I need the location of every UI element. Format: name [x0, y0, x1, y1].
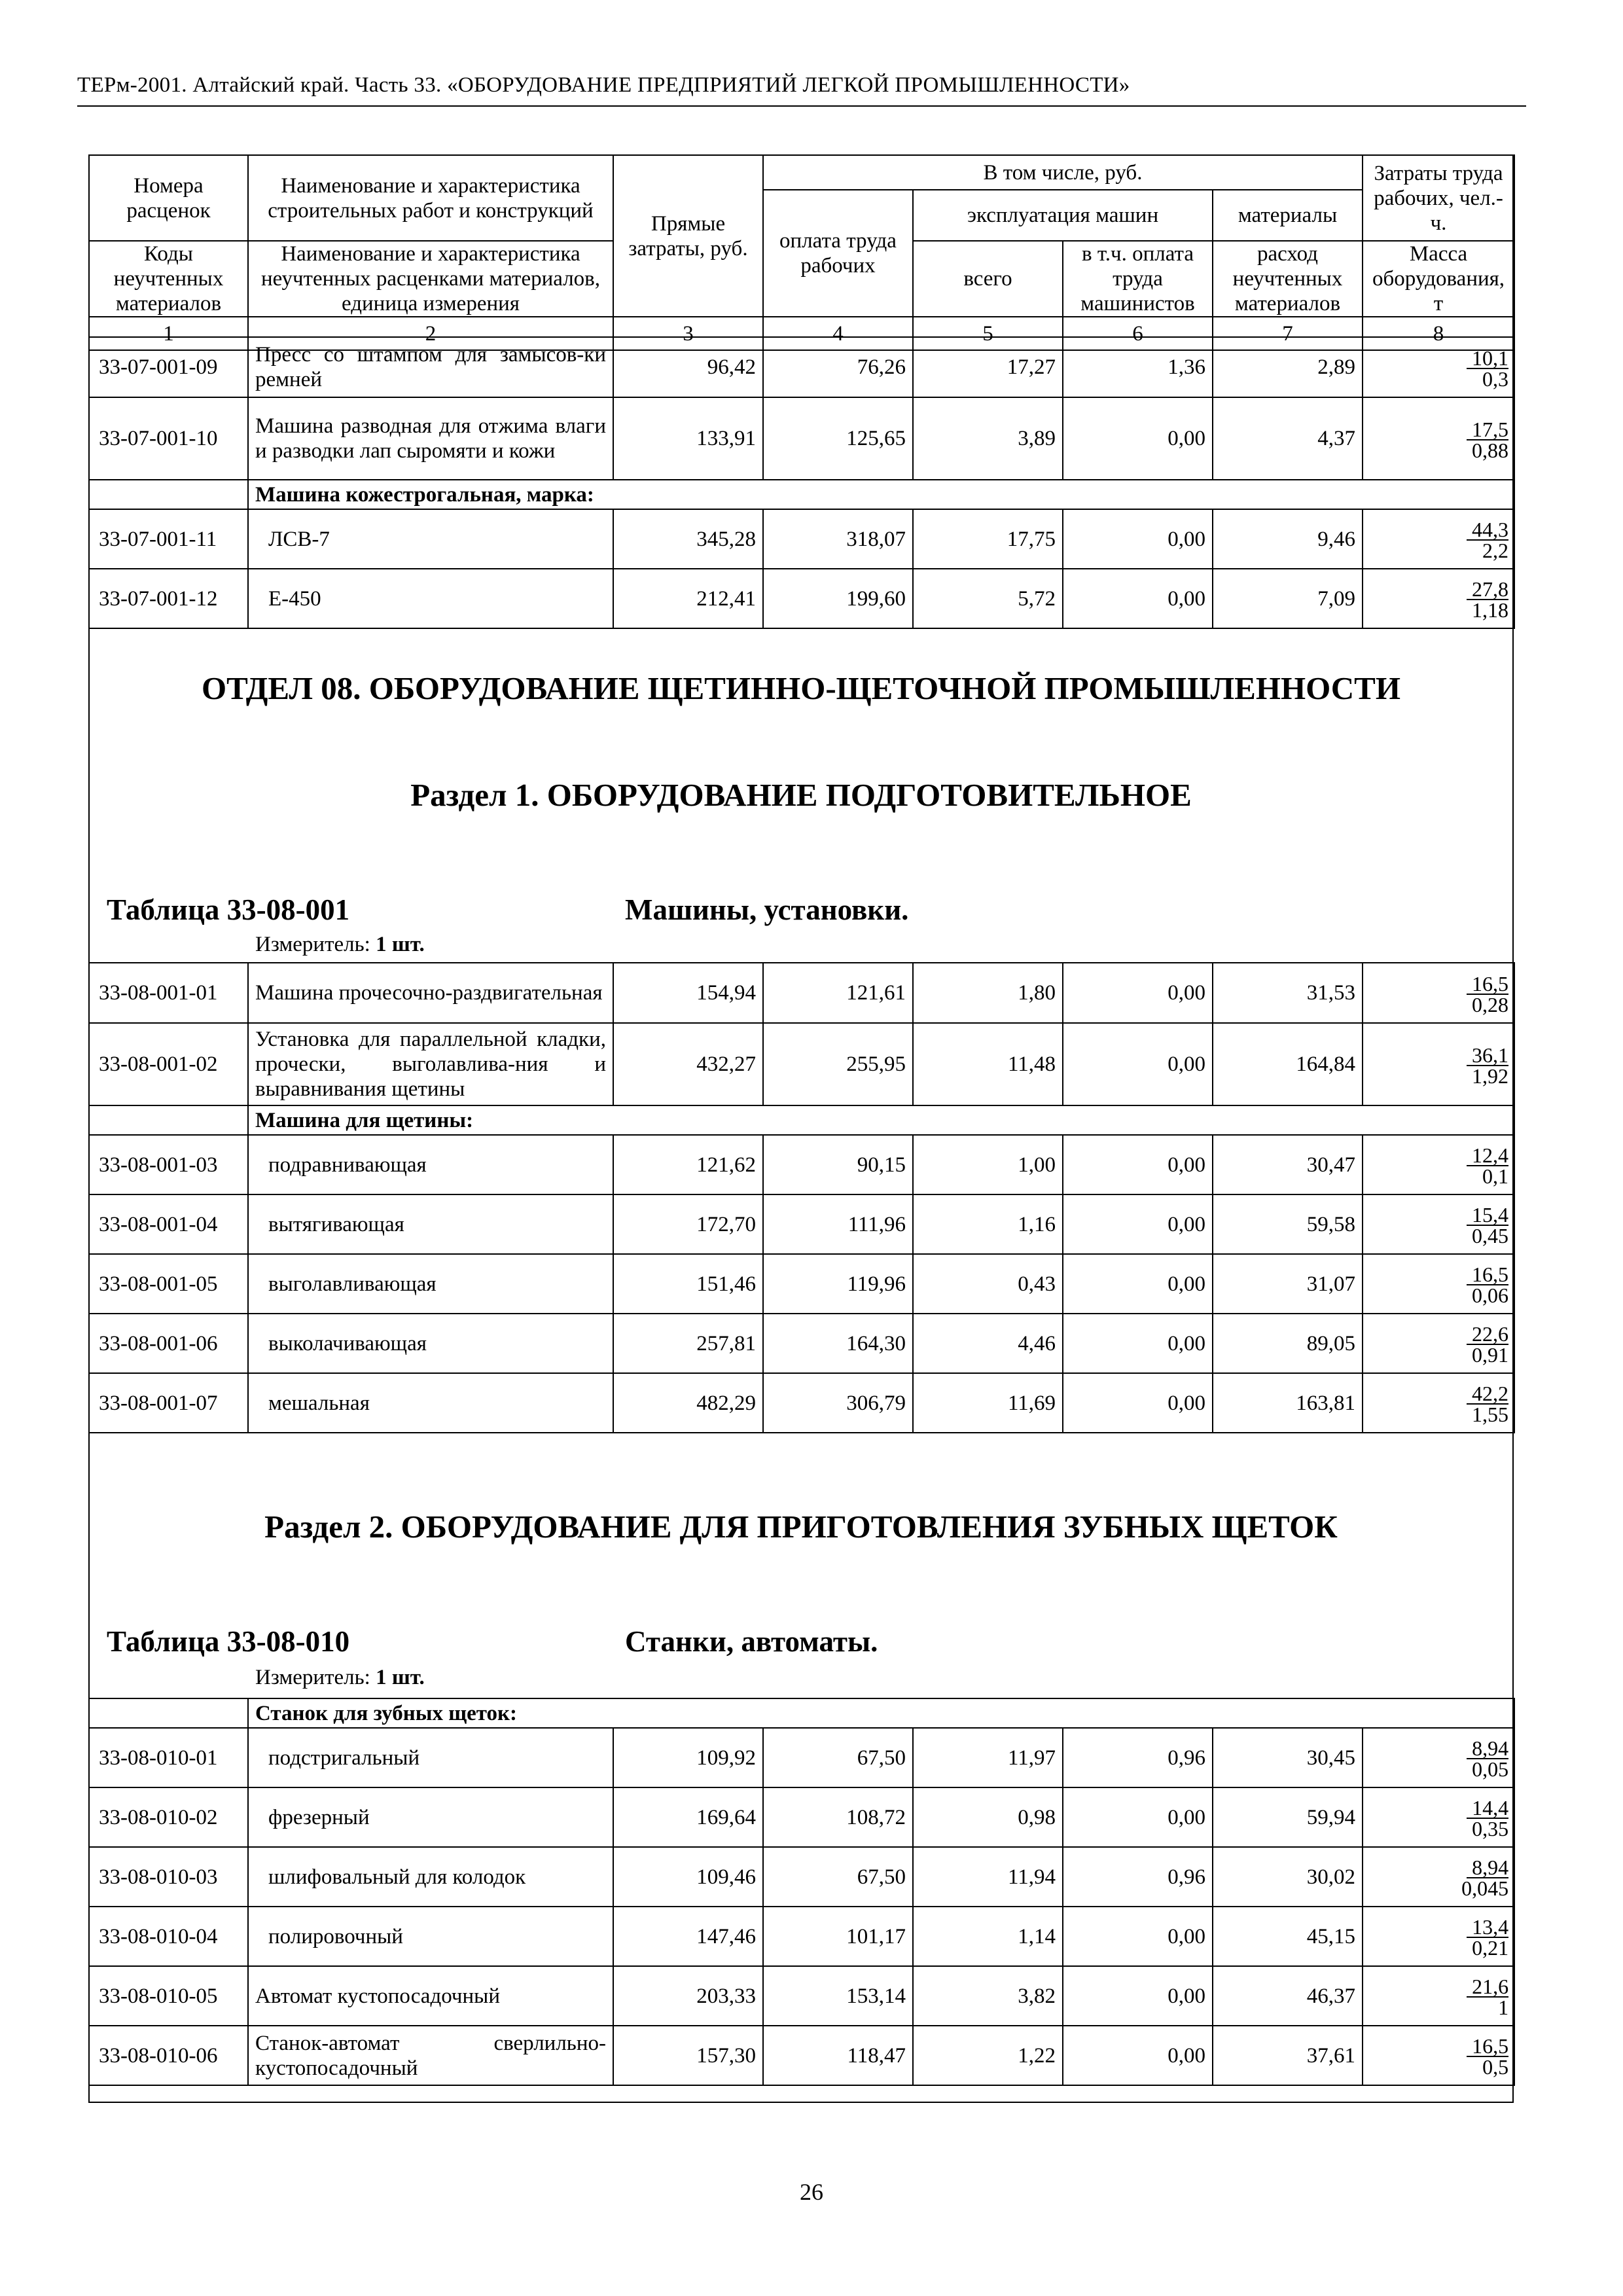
labor-mass-fraction [1467, 1798, 1508, 1839]
table-row [89, 1787, 1514, 1847]
table-row [89, 1254, 1514, 1314]
labor-mass-fraction [1467, 1145, 1508, 1186]
equipment-mass: 0,5 [1482, 2055, 1509, 2079]
labor-cost: 199,60 [763, 569, 913, 628]
machine-cost: 1,14 [913, 1907, 1063, 1966]
labor-hours: 17,5 [1467, 420, 1508, 440]
page-number: 26 [800, 2179, 823, 2205]
labor-mass-fraction [1467, 971, 1508, 1016]
item-name: мешальная [248, 1373, 613, 1433]
meter-value: 1 шт. [376, 1666, 425, 1689]
col-number: 4 [763, 317, 913, 350]
labor-cost: 164,30 [763, 1314, 913, 1373]
item-name: Установка для параллельной кладки, прочески, выголавлива-ния и выравнивания щетины [248, 1023, 613, 1105]
table1-caption: Машины, установки. [625, 893, 909, 926]
materials-cost: 59,94 [1213, 1787, 1363, 1847]
table-row [89, 1023, 1514, 1105]
table1-rows [88, 962, 1515, 1433]
labor-mass-cell [1363, 1966, 1514, 2026]
item-name: Станок-автомат сверлильно-кустопосадочный [248, 2026, 613, 2085]
header-rule [77, 105, 1526, 107]
col-number: 1 [89, 317, 248, 350]
labor-mass-cell [1363, 1728, 1514, 1787]
direct-cost: 432,27 [613, 1023, 763, 1105]
col1-bottom: Коды неучтенных материалов [89, 241, 248, 317]
meter-label: Измеритель: [255, 933, 370, 956]
item-name: Автомат кустопосадочный [248, 1966, 613, 2026]
labor-mass-cell [1363, 1135, 1514, 1194]
materials-cost: 37,61 [1213, 2026, 1363, 2085]
otdel-heading: ОТДЕЛ 08. ОБОРУДОВАНИЕ ЩЕТИННО-ЩЕТОЧНОЙ ПРОМЫШЛЕННОСТИ [202, 670, 1400, 706]
table-row [89, 1907, 1514, 1966]
direct-cost: 154,94 [613, 963, 763, 1023]
col6-header: в т.ч. оплата труда машинистов [1063, 241, 1213, 317]
rate-code: 33-08-001-06 [89, 1314, 248, 1373]
item-name: полировочный [248, 1907, 613, 1966]
col7-header: расход неучтенных материалов [1213, 241, 1363, 317]
labor-hours: 15,4 [1467, 1205, 1508, 1226]
table-row [89, 1135, 1514, 1194]
labor-mass-fraction [1456, 1857, 1508, 1898]
labor-mass-fraction [1467, 1324, 1508, 1365]
machine-cost: 3,89 [913, 397, 1063, 480]
group-heading: Машина для щетины: [248, 1105, 1514, 1135]
direct-cost: 151,46 [613, 1254, 763, 1314]
equipment-mass: 0,35 [1472, 1817, 1509, 1840]
col8-top: Затраты труда рабочих, чел.-ч. [1363, 155, 1514, 241]
direct-cost: 212,41 [613, 569, 763, 628]
labor-hours: 12,4 [1467, 1145, 1508, 1166]
direct-cost: 157,30 [613, 2026, 763, 2085]
equipment-mass: 0,05 [1472, 1757, 1509, 1781]
labor-hours: 44,3 [1467, 520, 1508, 541]
table-row [89, 569, 1514, 628]
equipment-mass: 0,45 [1472, 1224, 1508, 1247]
machine-cost: 5,72 [913, 569, 1063, 628]
table-row [89, 2026, 1514, 2085]
item-name: Пресс со штампом для замысов-ки ремней [248, 337, 613, 397]
direct-cost: 121,62 [613, 1135, 763, 1194]
machine-cost: 4,46 [913, 1314, 1063, 1373]
machine-cost: 17,27 [913, 337, 1063, 397]
materials-cost: 164,84 [1213, 1023, 1363, 1105]
labor-mass-cell [1363, 1023, 1514, 1105]
rate-code: 33-08-001-03 [89, 1135, 248, 1194]
labor-hours: 14,4 [1467, 1798, 1508, 1819]
equipment-mass: 0,1 [1482, 1164, 1508, 1188]
rate-code: 33-07-001-09 [89, 337, 248, 397]
table-row [89, 1373, 1514, 1433]
block1-table [88, 336, 1515, 629]
labor-mass-cell [1363, 569, 1514, 628]
labor-mass-cell [1363, 1314, 1514, 1373]
direct-cost: 109,46 [613, 1847, 763, 1907]
labor-cost: 318,07 [763, 509, 913, 569]
table2-title: Таблица 33-08-010 [107, 1625, 350, 1658]
machine-labor-cost: 0,00 [1063, 1966, 1213, 2026]
rate-code: 33-08-010-04 [89, 1907, 248, 1966]
machine-cost: 17,75 [913, 509, 1063, 569]
labor-mass-cell [1363, 337, 1514, 397]
table1-title: Таблица 33-08-001 [107, 893, 350, 926]
razdel2-heading: Раздел 2. ОБОРУДОВАНИЕ ДЛЯ ПРИГОТОВЛЕНИЯ ЗУБНЫХ ЩЕТОК [264, 1509, 1338, 1545]
machine-cost: 11,69 [913, 1373, 1063, 1433]
materials-cost: 31,07 [1213, 1254, 1363, 1314]
labor-mass-cell [1363, 963, 1514, 1023]
materials-cost: 30,02 [1213, 1847, 1363, 1907]
group-heading: Машина кожестрогальная, марка: [248, 480, 1514, 509]
razdel1-heading: Раздел 1. ОБОРУДОВАНИЕ ПОДГОТОВИТЕЛЬНОЕ [410, 777, 1192, 813]
labor-mass-fraction [1467, 1917, 1508, 1958]
table2-meter [255, 1666, 425, 1690]
labor-mass-fraction [1467, 417, 1508, 462]
col8-bottom: Масса оборудования, т [1363, 241, 1514, 317]
equipment-mass: 0,06 [1472, 1283, 1508, 1307]
materials-cost: 163,81 [1213, 1373, 1363, 1433]
item-name: ЛСВ-7 [248, 509, 613, 569]
materials-cost: 7,09 [1213, 569, 1363, 628]
machine-cost: 11,97 [913, 1728, 1063, 1787]
column-header-table [88, 154, 1515, 351]
labor-cost: 90,15 [763, 1135, 913, 1194]
col-number: 5 [913, 317, 1063, 350]
equipment-mass: 0,28 [1472, 992, 1508, 1016]
col5-header: всего [913, 241, 1063, 317]
labor-cost: 118,47 [763, 2026, 913, 2085]
equipment-mass: 1,18 [1472, 598, 1508, 622]
exploit-header: эксплуатация машин [913, 190, 1213, 241]
materials-cost: 46,37 [1213, 1966, 1363, 2026]
table-row [89, 509, 1514, 569]
materials-cost: 30,45 [1213, 1728, 1363, 1787]
labor-cost: 255,95 [763, 1023, 913, 1105]
machine-labor-cost: 0,00 [1063, 1194, 1213, 1254]
labor-cost: 153,14 [763, 1966, 913, 2026]
machine-labor-cost: 0,00 [1063, 963, 1213, 1023]
group-code-cell [89, 1698, 248, 1728]
labor-mass-fraction [1467, 1384, 1508, 1424]
equipment-mass: 0,045 [1461, 1876, 1509, 1900]
rate-code: 33-07-001-11 [89, 509, 248, 569]
machine-labor-cost: 0,00 [1063, 569, 1213, 628]
labor-hours: 8,94 [1467, 1857, 1508, 1878]
col-number: 6 [1063, 317, 1213, 350]
labor-hours: 42,2 [1467, 1384, 1508, 1405]
materials-cost: 89,05 [1213, 1314, 1363, 1373]
machine-cost: 11,48 [913, 1023, 1063, 1105]
col1-top: Номера расценок [89, 155, 248, 241]
machine-labor-cost: 0,00 [1063, 397, 1213, 480]
machine-cost: 11,94 [913, 1847, 1063, 1907]
direct-cost: 172,70 [613, 1194, 763, 1254]
rate-code: 33-07-001-12 [89, 569, 248, 628]
direct-cost: 169,64 [613, 1787, 763, 1847]
machine-cost: 1,00 [913, 1135, 1063, 1194]
labor-mass-fraction [1467, 348, 1508, 389]
equipment-mass: 0,3 [1482, 367, 1508, 391]
labor-mass-cell [1363, 2026, 1514, 2085]
table-row [89, 1966, 1514, 2026]
labor-mass-fraction [1467, 1205, 1508, 1246]
item-name: фрезерный [248, 1787, 613, 1847]
group-code-cell [89, 1105, 248, 1135]
direct-cost: 109,92 [613, 1728, 763, 1787]
machine-cost: 0,98 [913, 1787, 1063, 1847]
item-name: Машина прочесочно-раздвигательная [248, 963, 613, 1023]
machine-labor-cost: 0,00 [1063, 1907, 1213, 1966]
table2-caption: Станки, автоматы. [625, 1625, 878, 1658]
labor-cost: 111,96 [763, 1194, 913, 1254]
machine-labor-cost: 0,00 [1063, 1254, 1213, 1314]
group-heading: Станок для зубных щеток: [248, 1698, 1514, 1728]
equipment-mass: 0,21 [1472, 1936, 1509, 1960]
meter-label: Измеритель: [255, 1666, 370, 1689]
meter-value: 1 шт. [376, 933, 425, 956]
labor-mass-cell [1363, 1194, 1514, 1254]
labor-mass-fraction [1467, 579, 1508, 620]
labor-cost: 119,96 [763, 1254, 913, 1314]
materials-cost: 2,89 [1213, 337, 1363, 397]
page-header: ТЕРм-2001. Алтайский край. Часть 33. «ОБОРУДОВАНИЕ ПРЕДПРИЯТИЙ ЛЕГКОЙ ПРОМЫШЛЕННОСТИ» [77, 73, 1130, 97]
col-number: 3 [613, 317, 763, 350]
col2-bottom: Наименование и характеристика неучтенных расценками материалов, единица измерения [248, 241, 613, 317]
item-name: выколачивающая [248, 1314, 613, 1373]
machine-labor-cost: 0,00 [1063, 1373, 1213, 1433]
rate-code: 33-08-001-07 [89, 1373, 248, 1433]
incl-header: В том числе, руб. [763, 155, 1363, 190]
rate-code: 33-08-001-02 [89, 1023, 248, 1105]
materials-cost: 4,37 [1213, 397, 1363, 480]
labor-cost: 125,65 [763, 397, 913, 480]
rate-code: 33-08-001-01 [89, 963, 248, 1023]
labor-mass-fraction [1467, 1977, 1508, 2017]
labor-cost: 67,50 [763, 1728, 913, 1787]
machine-labor-cost: 1,36 [1063, 337, 1213, 397]
table2-rows [88, 1698, 1515, 2086]
machine-labor-cost: 0,00 [1063, 1023, 1213, 1105]
labor-cost: 306,79 [763, 1373, 913, 1433]
direct-cost: 482,29 [613, 1373, 763, 1433]
machine-labor-cost: 0,00 [1063, 1314, 1213, 1373]
col-number: 2 [248, 317, 613, 350]
machine-cost: 1,80 [913, 963, 1063, 1023]
col2-top: Наименование и характеристика строительных работ и конструкций [248, 155, 613, 241]
machine-cost: 3,82 [913, 1966, 1063, 2026]
materials-cost: 31,53 [1213, 963, 1363, 1023]
labor-cost: 67,50 [763, 1847, 913, 1907]
item-name: подстригальный [248, 1728, 613, 1787]
table-row [89, 1847, 1514, 1907]
rate-code: 33-08-001-04 [89, 1194, 248, 1254]
labor-mass-cell [1363, 1847, 1514, 1907]
labor-mass-cell [1363, 1787, 1514, 1847]
rate-code: 33-08-010-06 [89, 2026, 248, 2085]
labor-hours: 27,8 [1467, 579, 1508, 600]
materials-header: материалы [1213, 190, 1363, 241]
labor-mass-cell [1363, 1373, 1514, 1433]
labor-cost: 121,61 [763, 963, 913, 1023]
col3-header: Прямые затраты, руб. [613, 155, 763, 317]
rate-code: 33-08-010-03 [89, 1847, 248, 1907]
labor-mass-cell [1363, 509, 1514, 569]
machine-labor-cost: 0,96 [1063, 1847, 1213, 1907]
direct-cost: 147,46 [613, 1907, 763, 1966]
materials-cost: 45,15 [1213, 1907, 1363, 1966]
equipment-mass: 0,88 [1472, 438, 1508, 462]
direct-cost: 257,81 [613, 1314, 763, 1373]
col-number: 8 [1363, 317, 1514, 350]
item-name: Машина разводная для отжима влаги и разводки лап сыромяти и кожи [248, 397, 613, 480]
labor-hours: 8,94 [1467, 1738, 1508, 1759]
rate-code: 33-07-001-10 [89, 397, 248, 480]
col-number: 7 [1213, 317, 1363, 350]
table1-meter [255, 933, 425, 957]
table-row [89, 337, 1514, 397]
labor-cost: 76,26 [763, 337, 913, 397]
direct-cost: 203,33 [613, 1966, 763, 2026]
equipment-mass: 2,2 [1482, 539, 1508, 562]
labor-mass-cell [1363, 1254, 1514, 1314]
table-row [89, 1728, 1514, 1787]
machine-labor-cost: 0,00 [1063, 1135, 1213, 1194]
labor-cost: 101,17 [763, 1907, 913, 1966]
labor-hours: 21,6 [1467, 1977, 1508, 1998]
labor-mass-cell [1363, 1907, 1514, 1966]
machine-cost: 1,22 [913, 2026, 1063, 2085]
labor-mass-fraction [1467, 2036, 1508, 2077]
item-name: Е-450 [248, 569, 613, 628]
machine-cost: 1,16 [913, 1194, 1063, 1254]
labor-hours: 10,1 [1467, 348, 1508, 369]
col4-header: оплата труда рабочих [763, 190, 913, 317]
rate-code: 33-08-010-05 [89, 1966, 248, 2026]
labor-hours: 36,1 [1467, 1045, 1508, 1066]
materials-cost: 59,58 [1213, 1194, 1363, 1254]
labor-cost: 108,72 [763, 1787, 913, 1847]
item-name: подравнивающая [248, 1135, 613, 1194]
table-row [89, 1194, 1514, 1254]
labor-mass-fraction [1467, 1045, 1508, 1086]
equipment-mass: 1,92 [1472, 1064, 1508, 1088]
labor-mass-fraction [1467, 1265, 1508, 1305]
labor-hours: 16,5 [1467, 974, 1508, 995]
table-row [89, 397, 1514, 480]
item-name: шлифовальный для колодок [248, 1847, 613, 1907]
equipment-mass: 1,55 [1472, 1403, 1508, 1426]
item-name: вытягивающая [248, 1194, 613, 1254]
equipment-mass: 1 [1498, 1996, 1509, 2019]
machine-labor-cost: 0,00 [1063, 509, 1213, 569]
machine-labor-cost: 0,96 [1063, 1728, 1213, 1787]
machine-labor-cost: 0,00 [1063, 2026, 1213, 2085]
rate-code: 33-08-010-02 [89, 1787, 248, 1847]
materials-cost: 30,47 [1213, 1135, 1363, 1194]
machine-cost: 0,43 [913, 1254, 1063, 1314]
direct-cost: 345,28 [613, 509, 763, 569]
labor-hours: 22,6 [1467, 1324, 1508, 1345]
direct-cost: 133,91 [613, 397, 763, 480]
machine-labor-cost: 0,00 [1063, 1787, 1213, 1847]
labor-hours: 16,5 [1467, 2036, 1508, 2057]
table-row [89, 1314, 1514, 1373]
rate-code: 33-08-001-05 [89, 1254, 248, 1314]
labor-mass-fraction [1467, 520, 1508, 560]
labor-mass-cell [1363, 397, 1514, 480]
rate-code: 33-08-010-01 [89, 1728, 248, 1787]
group-code-cell [89, 480, 248, 509]
labor-hours: 13,4 [1467, 1917, 1508, 1938]
direct-cost: 96,42 [613, 337, 763, 397]
table-row [89, 963, 1514, 1023]
item-name: выголавливающая [248, 1254, 613, 1314]
labor-mass-fraction [1467, 1738, 1508, 1779]
labor-hours: 16,5 [1467, 1265, 1508, 1285]
equipment-mass: 0,91 [1472, 1343, 1508, 1367]
materials-cost: 9,46 [1213, 509, 1363, 569]
